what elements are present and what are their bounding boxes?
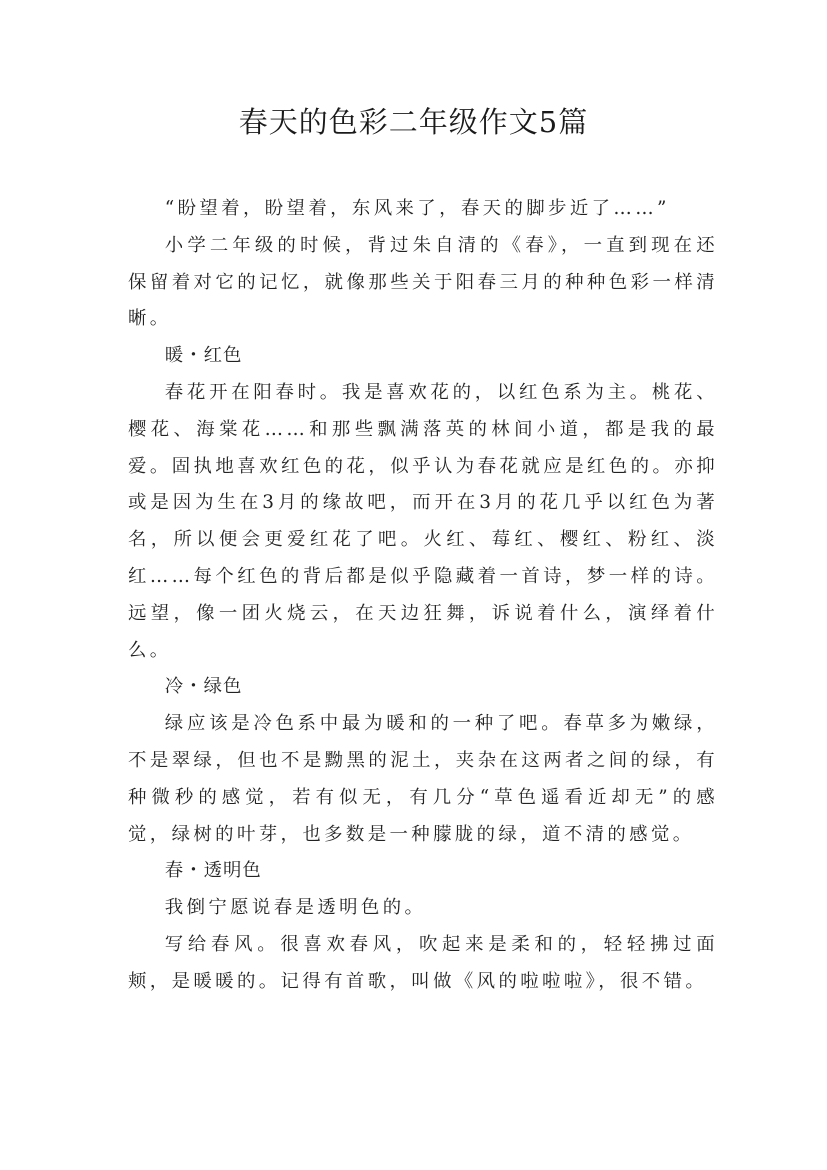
paragraph-transparent: 我倒宁愿说春是透明色的。 [164,897,427,919]
document-title: 春天的色彩二年级作文5篇 [238,105,589,139]
paragraph-red: 春花开在阳春时。我是喜欢花的，以红色系为主。桃花、樱花、海棠花……和那些飘满落英的林间小道，都是我的最爱。固执地喜欢红色的花，似乎认为春花就应是红色的。亦抑或是因为生在3月的缘故吧，而开在3月的花几乎以红色为著名，所以便会更爱红花了吧。火红、莓红、樱红、粉红、淡红……每个红色的背后都是似乎隐藏着一首诗，梦一样的诗。远望，像一团火烧云，在天边狂舞，诉说着什么，演绎着什么。 [128,381,718,661]
document-body [128,191,718,1001]
paragraph-intro: 小学二年级的时候，背过朱自清的《春》，一直到现在还保留着对它的记忆，就像那些关于阳春三月的种种色彩一样清晰。 [128,234,718,330]
paragraph-green: 绿应该是冷色系中最为暖和的一种了吧。春草多为嫩绿，不是翠绿，但也不是黝黑的泥土，夹杂在这两者之间的绿，有种微秒的感觉，若有似无，有几分“草色遥看近却无”的感觉，绿树的叶芽，也多数是一种朦胧的绿，道不清的感觉。 [128,713,718,845]
section-heading-transparent: 春・透明色 [164,860,262,882]
section-heading-red: 暖・红色 [164,345,243,367]
paragraph-quote: “盼望着，盼望着，东风来了，春天的脚步近了……” [164,198,670,219]
paragraph-spring-wind: 写给春风。很喜欢春风，吹起来是柔和的，轻轻拂过面颊，是暖暖的。记得有首歌，叫做《风的啦啦啦》，很不错。 [128,933,718,992]
section-heading-green: 冷・绿色 [164,676,243,698]
